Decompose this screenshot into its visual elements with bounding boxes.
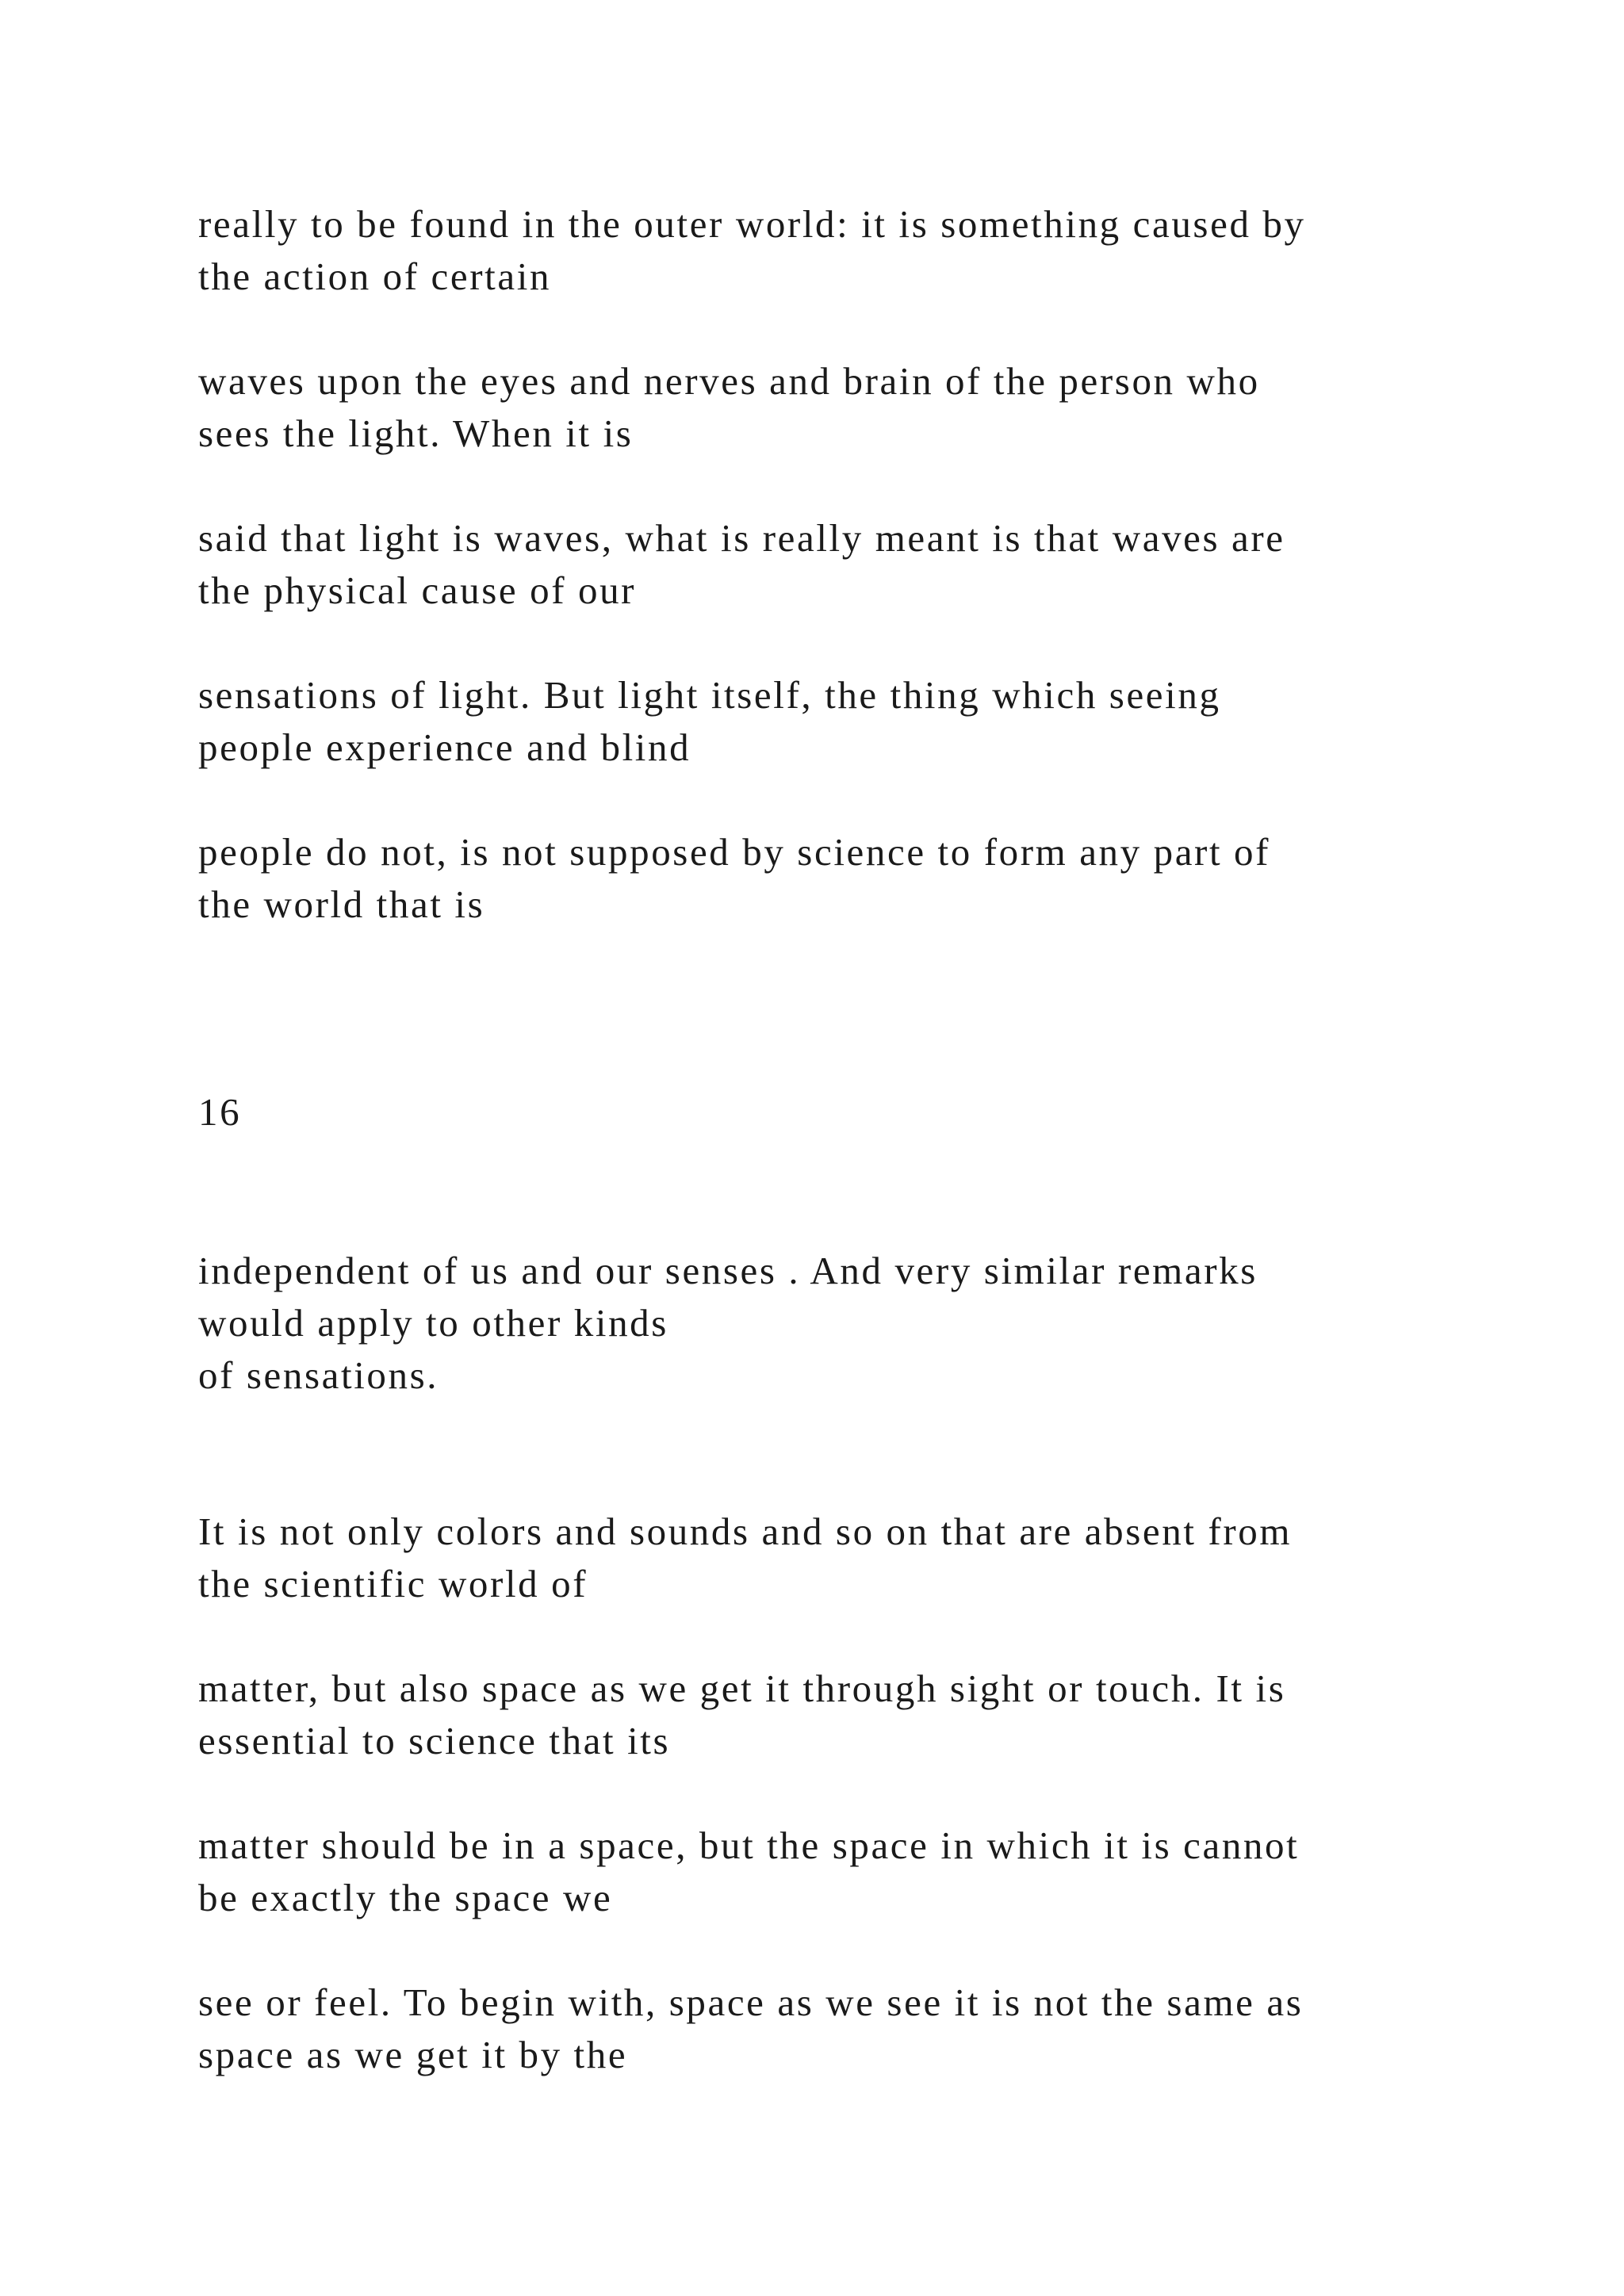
text-line: sensations of light. But light itself, the thing which seeing	[198, 673, 1221, 717]
text-line: be exactly the space we	[198, 1876, 613, 1919]
page-number: 16	[198, 1090, 242, 1134]
text-line: space as we get it by the	[198, 2033, 628, 2076]
text-line: the physical cause of our	[198, 568, 637, 612]
text-line: the scientific world of	[198, 1562, 588, 1605]
text-line: would apply to other kinds	[198, 1301, 668, 1345]
text-line: people experience and blind	[198, 725, 691, 769]
text-line: the action of certain	[198, 254, 552, 298]
text-line: the world that is	[198, 882, 485, 926]
text-line: see or feel. To begin with, space as we see it is not the same as	[198, 1980, 1304, 2024]
text-line: said that light is waves, what is really meant is that waves are	[198, 516, 1285, 560]
text-line: essential to science that its	[198, 1719, 671, 1762]
text-line: of sensations.	[198, 1353, 439, 1397]
text-line: waves upon the eyes and nerves and brain of the person who	[198, 359, 1260, 403]
text-line: It is not only colors and sounds and so on that are absent from	[198, 1510, 1293, 1553]
text-line: people do not, is not supposed by science to form any part of	[198, 830, 1271, 874]
text-line: independent of us and our senses . And very similar remarks	[198, 1249, 1258, 1292]
text-line: matter should be in a space, but the space in which it is cannot	[198, 1823, 1300, 1867]
text-line: matter, but also space as we get it through sight or touch. It is	[198, 1667, 1286, 1710]
text-line: sees the light. When it is	[198, 411, 634, 455]
text-line: really to be found in the outer world: it is something caused by	[198, 202, 1306, 246]
